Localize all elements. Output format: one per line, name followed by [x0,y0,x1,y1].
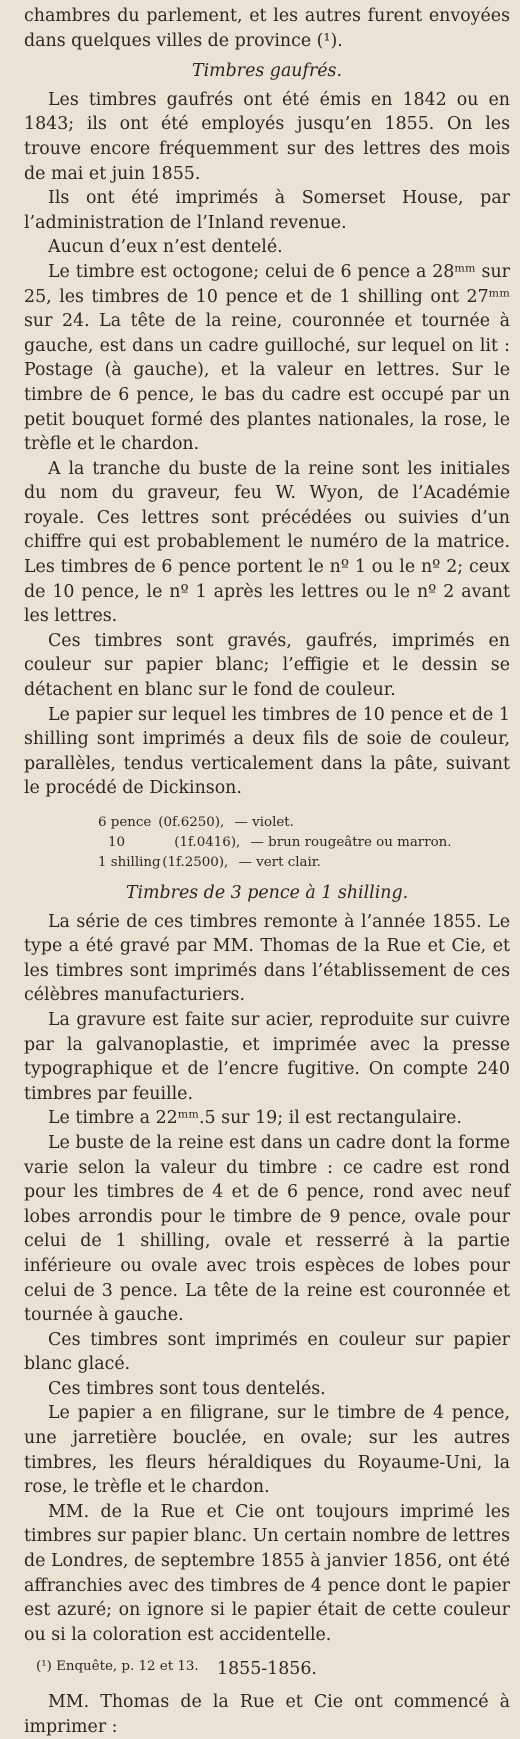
paragraph: Le papier sur lequel les timbres de 10 pence et de 1 shilling sont imprimés a deux fils de soie de couleur, parallèles, tendus verticalement dans la pâte, suivant le procédé de Dickinson. [24,704,510,799]
paragraph: La série de ces timbres remonte à l’année 1855. Le type a été gravé par MM. Thomas de la Rue et Cie, et les timbres sont imprimés dans l’établissement de ces célèbres manufacturiers. [24,911,510,1006]
paragraph: La gravure est faite sur acier, reproduite sur cuivre par la galvanoplastie, et imprimée avec la presse typographique et de l’encre fugitive. On compte 240 timbres par feuille. [24,1009,510,1104]
paragraph: Le timbre est octogone; celui de 6 pence a 28ᵐᵐ sur 25, les timbres de 10 pence et de 1 shilling ont 27ᵐᵐ sur 24. La tête de la reine, couronnée et tournée à gauche, est dans un cadre guilloché, sur lequel on lit : Postage (à gauche), et la valeur en lettres. Sur le timbre de 6 pence, le bas du cadre est occupé par un petit bouquet formé des plantes nationales, la rose, le trèfle et le chardon. [24,261,510,455]
section-title-timbres-gaufres: Timbres gaufrés. [191,61,343,82]
paragraph: Les timbres gaufrés ont été émis en 1842 ou en 1843; ils ont été employés jusqu’en 1855. On les trouve encore fréquemment sur des lettres des mois de mai et juin 1855. [24,89,510,184]
price-row-10-pence [24,833,510,853]
price-desc: — vert clair. [238,855,321,870]
paragraph: Ces timbres sont imprimés en couleur sur papier blanc glacé. [24,1329,510,1375]
paragraph: Ils ont été imprimés à Somerset House, par l’administration de l’Inland revenue. [24,188,510,233]
paragraph: Le buste de la reine est dans un cadre dont la forme varie selon la valeur du timbre : ce cadre est rond pour les timbres de 4 et de 6 pence, rond avec neuf lobes arrondis pour le timbre de 9 pence, ovale pour celui de 1 shilling, ovale et resserré à la partie inférieure ou ovale avec trois espèces de lobes pour celui de 3 pence. La tête de la reine est couronnée et tournée à gauche. [24,1132,510,1326]
price-desc: — violet. [234,815,294,830]
paragraph: Le timbre a 22ᵐᵐ.5 sur 19; il est rectangulaire. [48,1108,462,1129]
price-label: 1 shilling [98,855,161,870]
paragraph: A la tranche du buste de la reine sont les initiales du nom du graveur, feu W. Wyon, de l’Académie royale. Ces lettres sont précédées ou suivies d’un chiffre qui est probablement le numéro de la matrice. Les timbres de 6 pence portent le nº 1 ou le nº 2; ceux de 10 pence, le nº 1 après les lettres ou le nº 2 avant les lettres. [24,458,510,627]
section-title-timbres-3-pence: Timbres de 3 pence à 1 shilling. [125,883,409,903]
price-list [24,813,510,873]
paragraph: Ces timbres sont gravés, gaufrés, imprimés en couleur sur papier blanc; l’effigie et le dessin se détachent en blanc sur le fond de couleur. [24,630,510,701]
paragraph: Ces timbres sont tous dentelés. [48,1378,326,1399]
price-row-1-shilling [24,853,510,873]
price-value: (1f.2500), [162,855,229,870]
paragraph: MM. de la Rue et Cie ont toujours imprimé les timbres sur papier blanc. Un certain nombre de lettres de Londres, de septembre 1855 à janvier 1856, ont été affranchies avec des timbres de 4 pence dont le papier est azuré; on ignore si le papier était de cette couleur ou si la coloration est accidentelle. [24,1501,510,1645]
price-desc: — brun rougeâtre ou marron. [250,835,452,850]
intro-paragraph: chambres du parlement, et les autres furent envoyées dans quelques villes de province (¹). [24,6,510,51]
price-row-6-pence [24,813,510,833]
price-value: (1f.0416), [174,835,241,850]
paragraph: Aucun d’eux n’est dentelé. [48,237,283,258]
price-label: 6 pence [98,815,152,830]
section-title-1855-1856: 1855-1856. [217,1659,317,1680]
paragraph: MM. Thomas de la Rue et Cie ont commencé à imprimer : [24,1692,510,1737]
footnote: (¹) Enquête, p. 12 et 13. [36,1659,199,1674]
paragraph: Le papier a en filigrane, sur le timbre de 4 pence, une jarretière bouclée, en ovale; sur les autres timbres, les fleurs héraldiques du Royaume-Uni, la rose, le trèfle et le chardon. [24,1403,510,1498]
price-value: (0f.6250), [158,815,225,830]
price-label: 10 [108,835,126,850]
